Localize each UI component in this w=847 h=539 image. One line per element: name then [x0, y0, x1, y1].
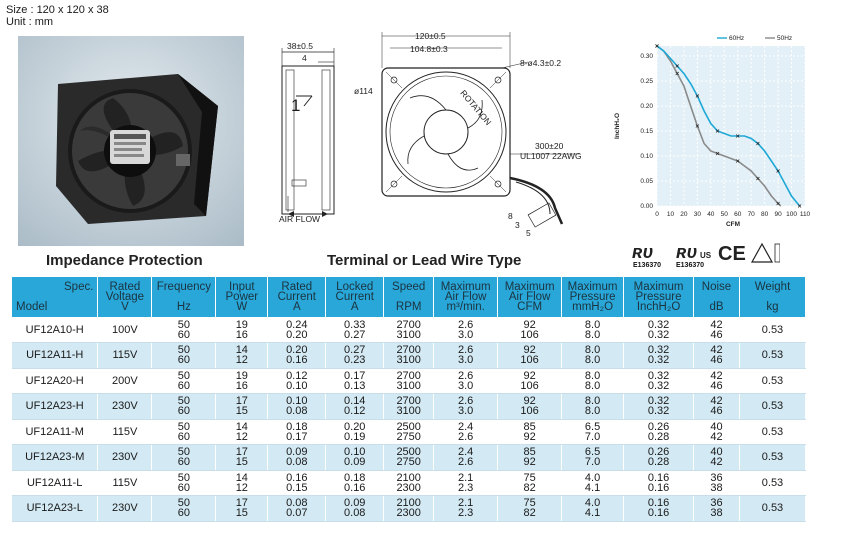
- db-cell: 40 42: [694, 419, 740, 445]
- y-tick-label: 0.30: [640, 53, 653, 60]
- cfm-cell: 75 82: [498, 470, 562, 496]
- power-cell: 17 15: [216, 394, 268, 420]
- table-row: [12, 394, 806, 420]
- voltage-cell: 100V: [98, 317, 152, 343]
- diameter-dimension: ø114: [354, 86, 373, 96]
- freq-cell: 50 60: [152, 394, 216, 420]
- voltage-cell: 230V: [98, 496, 152, 522]
- holes-dimension: 8-ø4.3±0.2: [520, 58, 562, 68]
- weight-cell: 0.53: [739, 419, 805, 445]
- y-tick-label: 0.05: [640, 178, 653, 185]
- x-tick-label: 0: [655, 211, 659, 218]
- mm-cell: 4.0 4.1: [562, 496, 624, 522]
- inch-cell: 0.16 0.16: [624, 470, 694, 496]
- rated-cell: 0.10 0.08: [268, 394, 326, 420]
- model-cell: UF12A23-M: [12, 445, 98, 471]
- safety-triangle-icon: [752, 244, 772, 262]
- m3-cell: 2.4 2.6: [434, 445, 498, 471]
- column-header: Spec. Model: [12, 277, 98, 317]
- table-row: [12, 343, 806, 369]
- voltage-cell: 200V: [98, 368, 152, 394]
- rpm-cell: 2700 3100: [384, 394, 434, 420]
- width-dimension: 120±0.5: [415, 31, 446, 41]
- locked-cell: 0.20 0.19: [326, 419, 384, 445]
- model-cell: UF12A11-H: [12, 343, 98, 369]
- power-cell: 14 12: [216, 470, 268, 496]
- x-tick-label: 110: [799, 211, 811, 218]
- x-tick-label: 90: [774, 211, 782, 218]
- weight-cell: 0.53: [739, 496, 805, 522]
- freq-cell: 50 60: [152, 470, 216, 496]
- inch-cell: 0.26 0.28: [624, 419, 694, 445]
- column-header: Rated Current A: [268, 277, 326, 317]
- depth-dimension: 38±0.5: [287, 41, 313, 51]
- voltage-cell: 230V: [98, 445, 152, 471]
- cfm-cell: 92 106: [498, 394, 562, 420]
- model-cell: UF12A11-M: [12, 419, 98, 445]
- column-header: Weight kg: [739, 277, 805, 317]
- power-cell: 17 15: [216, 496, 268, 522]
- rated-cell: 0.18 0.17: [268, 419, 326, 445]
- voltage-cell: 115V: [98, 419, 152, 445]
- table-row: [12, 445, 806, 471]
- column-header: Maximum Air Flow m³/min.: [434, 277, 498, 317]
- weight-cell: 0.53: [739, 470, 805, 496]
- rated-cell: 0.16 0.15: [268, 470, 326, 496]
- db-cell: 40 42: [694, 445, 740, 471]
- mm-cell: 8.0 8.0: [562, 317, 624, 343]
- locked-cell: 0.10 0.09: [326, 445, 384, 471]
- rated-cell: 0.12 0.10: [268, 368, 326, 394]
- y-tick-label: 0.10: [640, 153, 653, 160]
- model-cell: UF12A23-L: [12, 496, 98, 522]
- cfm-cell: 92 106: [498, 368, 562, 394]
- y-tick-label: 0.15: [640, 128, 653, 135]
- side-view-drawing: [268, 36, 348, 232]
- model-cell: UF12A23-H: [12, 394, 98, 420]
- power-cell: 14 12: [216, 419, 268, 445]
- freq-cell: 50 60: [152, 343, 216, 369]
- db-cell: 42 46: [694, 394, 740, 420]
- column-header: Locked Current A: [326, 277, 384, 317]
- size-label: Size : 120 x 120 x 38: [6, 4, 109, 16]
- inch-cell: 0.16 0.16: [624, 496, 694, 522]
- table-row: [12, 496, 806, 522]
- hole-pitch-dimension: 104.8±0.3: [410, 44, 448, 54]
- y-axis-label: InchH₂O: [614, 113, 621, 139]
- locked-cell: 0.09 0.08: [326, 496, 384, 522]
- x-tick-label: 50: [720, 211, 728, 218]
- rpm-cell: 2700 3100: [384, 368, 434, 394]
- depth-small-dimension: 4: [302, 53, 307, 63]
- column-header: Maximum Pressure mmH₂O: [562, 277, 624, 317]
- freq-cell: 50 60: [152, 368, 216, 394]
- us-mark-label: US: [700, 251, 712, 260]
- mm-cell: 8.0 8.0: [562, 343, 624, 369]
- locked-cell: 0.33 0.27: [326, 317, 384, 343]
- x-tick-label: 100: [786, 211, 797, 218]
- table-header-row: [12, 277, 806, 317]
- x-tick-label: 20: [680, 211, 688, 218]
- mm-cell: 6.5 7.0: [562, 419, 624, 445]
- rated-cell: 0.24 0.20: [268, 317, 326, 343]
- x-tick-label: 30: [693, 211, 701, 218]
- locked-cell: 0.14 0.12: [326, 394, 384, 420]
- rpm-cell: 2500 2750: [384, 445, 434, 471]
- table-row: [12, 470, 806, 496]
- lead-dim-8: 8: [508, 211, 513, 221]
- pq-curve-chart: [605, 30, 815, 240]
- rotation-label: ROTATION: [458, 88, 494, 128]
- mm-cell: 4.0 4.1: [562, 470, 624, 496]
- voltage-cell: 230V: [98, 394, 152, 420]
- x-tick-label: 70: [747, 211, 755, 218]
- power-cell: 14 12: [216, 343, 268, 369]
- rpm-cell: 2700 3100: [384, 343, 434, 369]
- inch-cell: 0.32 0.32: [624, 343, 694, 369]
- table-row: [12, 419, 806, 445]
- rpm-cell: 2700 3100: [384, 317, 434, 343]
- power-cell: 19 16: [216, 368, 268, 394]
- cfm-cell: 85 92: [498, 445, 562, 471]
- column-header: Maximum Air Flow CFM: [498, 277, 562, 317]
- locked-cell: 0.18 0.16: [326, 470, 384, 496]
- column-header: Noise dB: [694, 277, 740, 317]
- db-cell: 36 38: [694, 470, 740, 496]
- locked-cell: 0.17 0.13: [326, 368, 384, 394]
- power-cell: 19 16: [216, 317, 268, 343]
- ce-mark-label: CE: [718, 243, 746, 265]
- x-axis-label: CFM: [725, 221, 741, 228]
- unit-label: Unit : mm: [6, 16, 54, 28]
- rpm-cell: 2500 2750: [384, 419, 434, 445]
- m3-cell: 2.1 2.3: [434, 496, 498, 522]
- db-cell: 42 46: [694, 317, 740, 343]
- mm-cell: 6.5 7.0: [562, 445, 624, 471]
- power-cell: 17 15: [216, 445, 268, 471]
- cfm-cell: 92 106: [498, 317, 562, 343]
- y-tick-label: 0.25: [640, 78, 653, 85]
- model-cell: UF12A11-L: [12, 470, 98, 496]
- voltage-cell: 115V: [98, 343, 152, 369]
- cfm-cell: 85 92: [498, 419, 562, 445]
- weight-cell: 0.53: [739, 394, 805, 420]
- weight-cell: 0.53: [739, 343, 805, 369]
- voltage-cell: 115V: [98, 470, 152, 496]
- db-cell: 36 38: [694, 496, 740, 522]
- plot-area: [657, 46, 805, 206]
- cfm-cell: 92 106: [498, 343, 562, 369]
- rpm-cell: 2100 2300: [384, 470, 434, 496]
- weight-cell: 0.53: [739, 445, 805, 471]
- lead-dim-5: 5: [526, 228, 531, 238]
- fan-photo: [18, 36, 244, 246]
- freq-cell: 50 60: [152, 445, 216, 471]
- x-tick-label: 40: [707, 211, 715, 218]
- column-header: Rated Voltage V: [98, 277, 152, 317]
- weight-cell: 0.53: [739, 317, 805, 343]
- inch-cell: 0.26 0.28: [624, 445, 694, 471]
- legend-label: 50Hz: [777, 35, 793, 42]
- lead-dim-3: 3: [515, 220, 520, 230]
- freq-cell: 50 60: [152, 317, 216, 343]
- rated-cell: 0.20 0.16: [268, 343, 326, 369]
- inch-cell: 0.32 0.32: [624, 317, 694, 343]
- table-row: [12, 368, 806, 394]
- mm-cell: 8.0 8.0: [562, 368, 624, 394]
- airflow-label: AIR FLOW: [279, 214, 321, 224]
- spec-table: [12, 277, 806, 522]
- x-tick-label: 10: [666, 211, 675, 218]
- m3-cell: 2.6 3.0: [434, 394, 498, 420]
- m3-cell: 2.6 3.0: [434, 317, 498, 343]
- model-cell: UF12A20-H: [12, 368, 98, 394]
- db-cell: 42 46: [694, 368, 740, 394]
- db-cell: 42 46: [694, 343, 740, 369]
- ur-file-number-2: E136370: [676, 262, 705, 269]
- x-tick-label: 60: [734, 211, 742, 218]
- m3-cell: 2.1 2.3: [434, 470, 498, 496]
- table-row: [12, 317, 806, 343]
- m3-cell: 2.6 3.0: [434, 343, 498, 369]
- legend-label: 60Hz: [729, 35, 745, 42]
- rated-cell: 0.08 0.07: [268, 496, 326, 522]
- m3-cell: 2.6 3.0: [434, 368, 498, 394]
- inch-cell: 0.32 0.32: [624, 394, 694, 420]
- mm-cell: 8.0 8.0: [562, 394, 624, 420]
- locked-cell: 0.27 0.23: [326, 343, 384, 369]
- inch-cell: 0.32 0.32: [624, 368, 694, 394]
- column-header: Input Power W: [216, 277, 268, 317]
- column-header: Speed RPM: [384, 277, 434, 317]
- freq-cell: 50 60: [152, 496, 216, 522]
- ur-mark-icon: ʀᴜ: [632, 242, 654, 262]
- rated-cell: 0.09 0.08: [268, 445, 326, 471]
- side-label: 1: [291, 96, 301, 115]
- y-tick-label: 0.20: [640, 103, 653, 110]
- cfm-cell: 75 82: [498, 496, 562, 522]
- x-tick-label: 80: [761, 211, 769, 218]
- lead-length-dimension: 300±20: [535, 141, 564, 151]
- y-tick-label: 0.00: [640, 203, 653, 210]
- ur-file-number-1: E136370: [633, 262, 662, 269]
- lead-spec-label: UL1007 22AWG: [520, 151, 582, 161]
- freq-cell: 50 60: [152, 419, 216, 445]
- m3-cell: 2.4 2.6: [434, 419, 498, 445]
- column-header: Maximum Pressure InchH₂O: [624, 277, 694, 317]
- weight-cell: 0.53: [739, 368, 805, 394]
- cur-mark-icon: ʀᴜ: [676, 242, 698, 262]
- rpm-cell: 2100 2300: [384, 496, 434, 522]
- column-header: Frequency Hz: [152, 277, 216, 317]
- impedance-title: Impedance Protection: [46, 252, 203, 269]
- terminal-title: Terminal or Lead Wire Type: [327, 252, 522, 269]
- model-cell: UF12A10-H: [12, 317, 98, 343]
